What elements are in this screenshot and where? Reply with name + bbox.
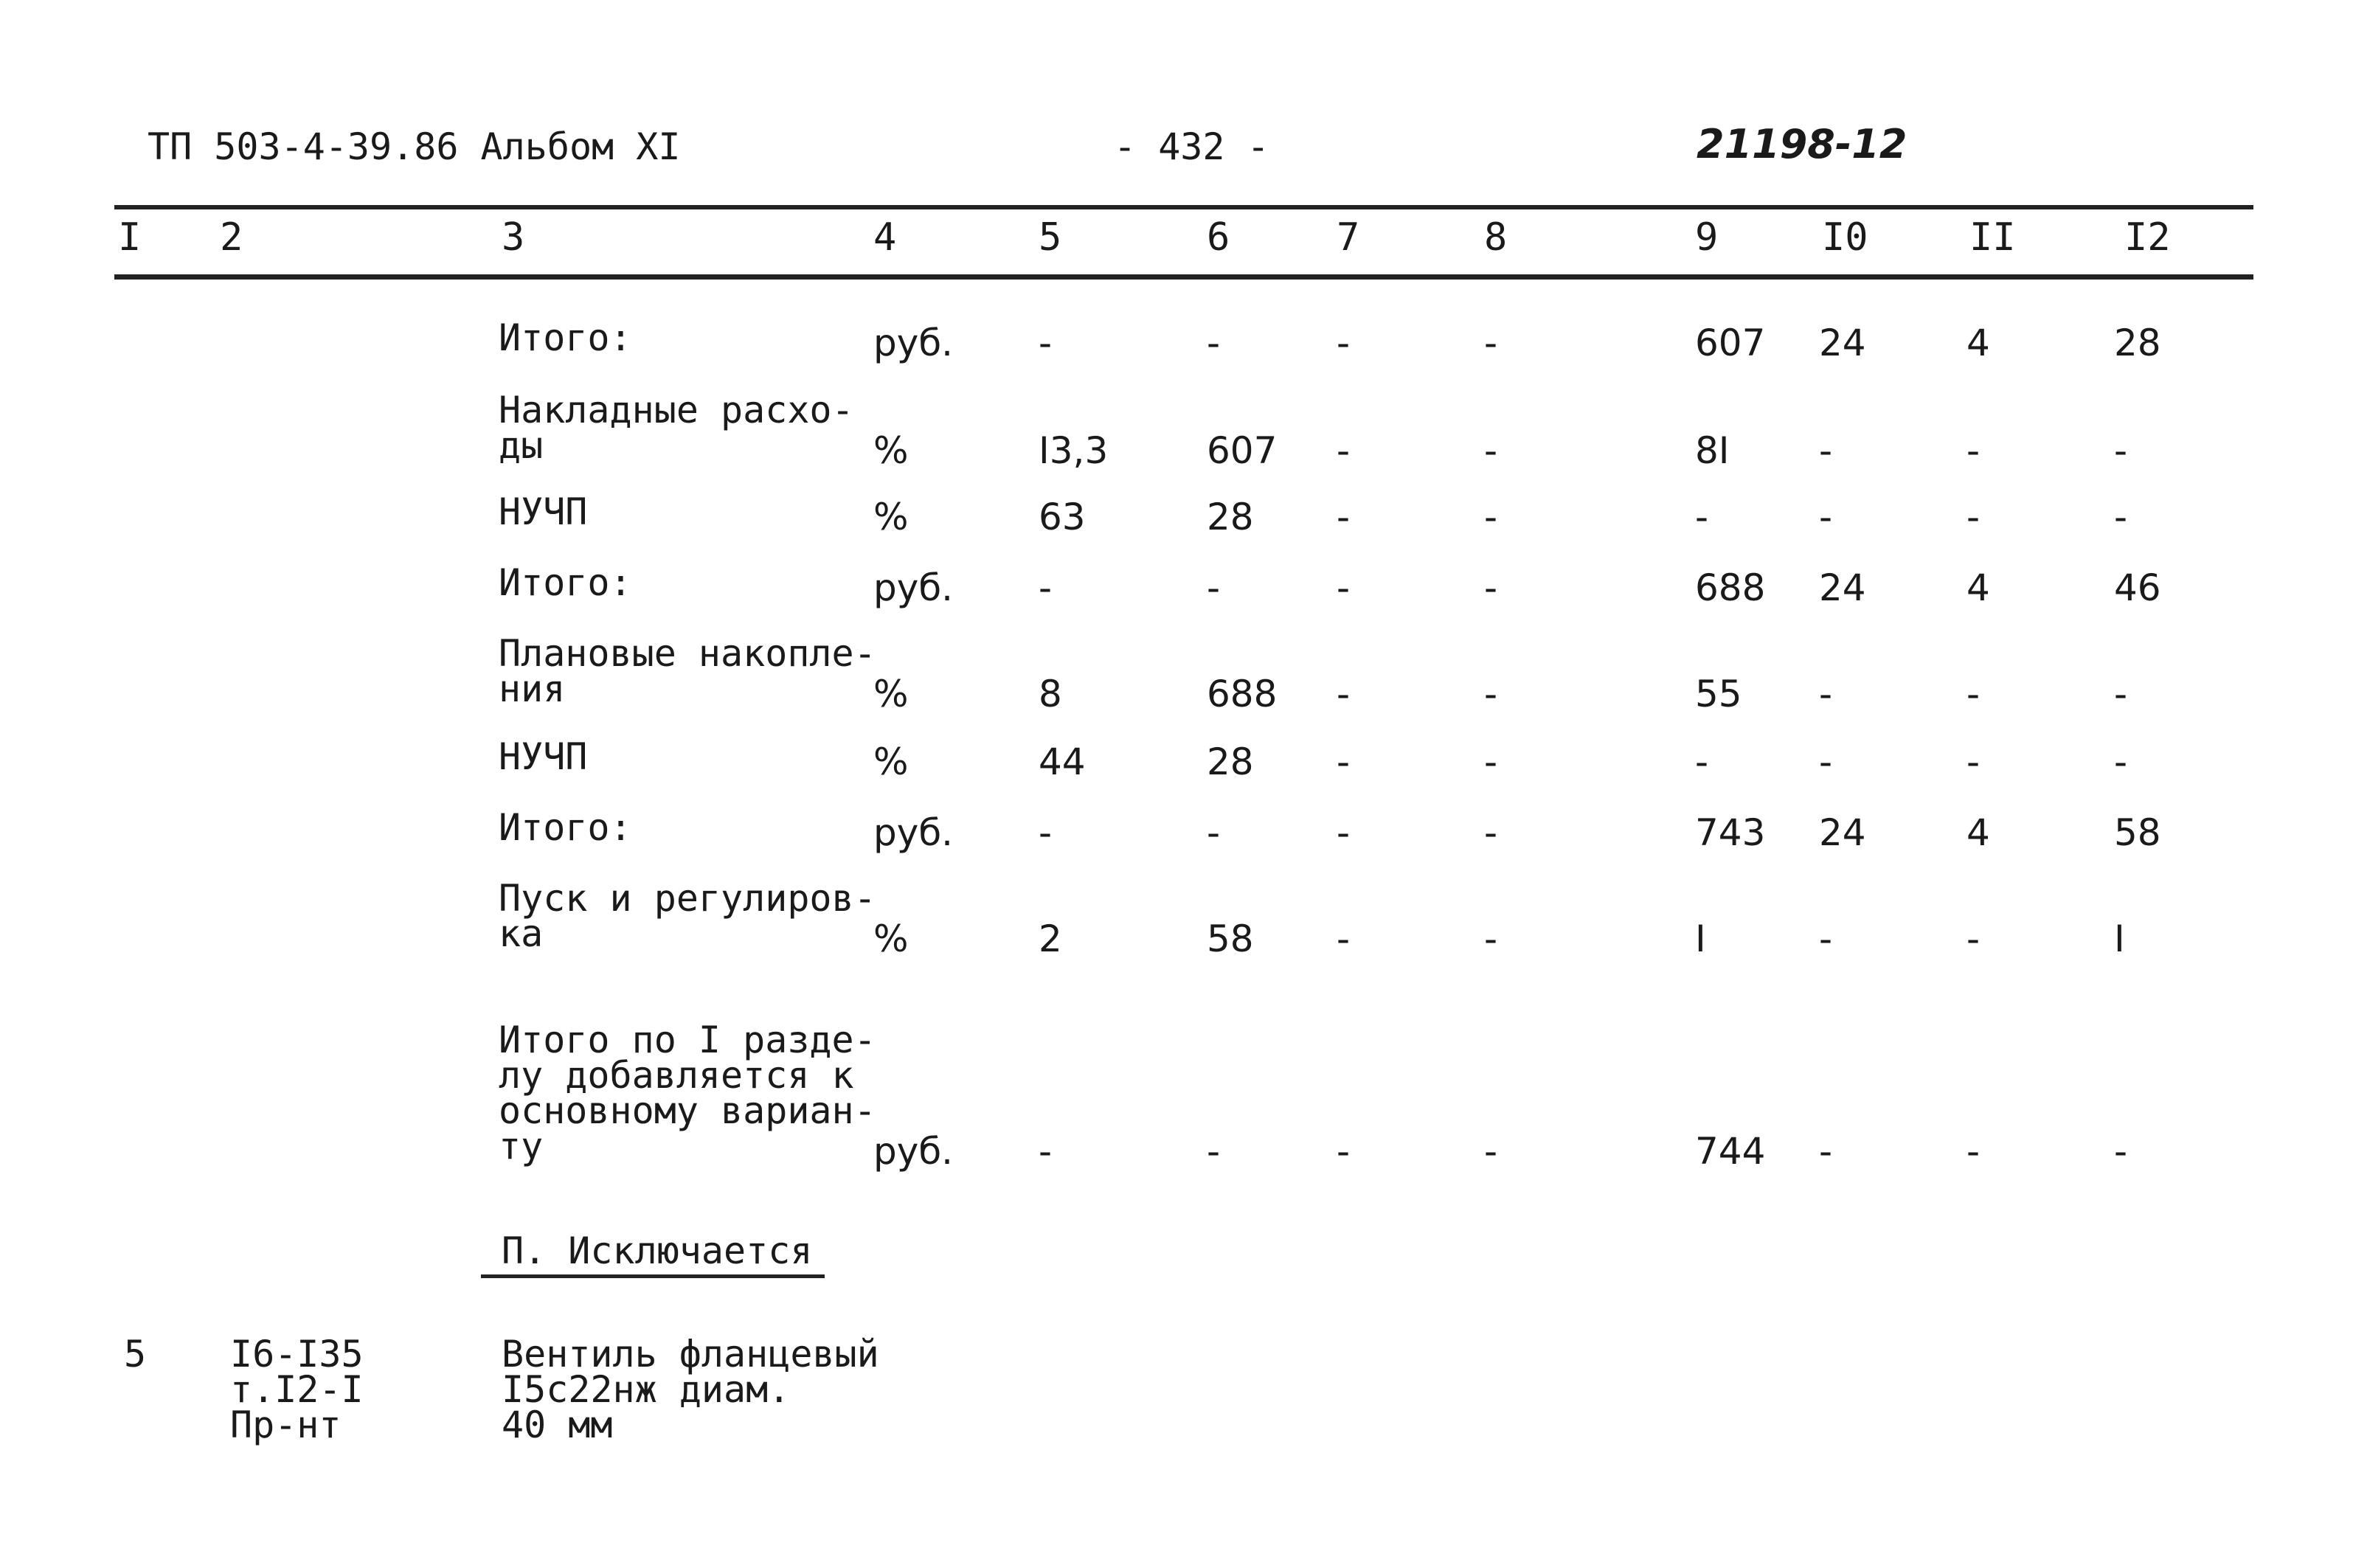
- row-value-c9: 688: [1695, 566, 1766, 609]
- row-value-c10: 24: [1819, 322, 1866, 364]
- row-value-c8: -: [1484, 673, 1498, 715]
- row-value-c5: 63: [1039, 496, 1086, 538]
- row-value-c6: -: [1207, 322, 1221, 364]
- row-value-c10: 24: [1819, 566, 1866, 609]
- row-value-c10: -: [1819, 917, 1833, 960]
- row-label: НУЧП: [499, 735, 588, 778]
- row-value-c9: 8I: [1695, 429, 1730, 472]
- column-number: 5: [1039, 215, 1062, 260]
- row-value-c5: -: [1039, 811, 1053, 854]
- row-label: Итого:: [499, 806, 632, 849]
- section-title-underline: [481, 1274, 825, 1278]
- row-value-c11: -: [1966, 429, 1981, 472]
- top-rule: [114, 205, 2253, 209]
- row-value-c9: I: [1695, 917, 1706, 960]
- row-label: НУЧП: [499, 490, 588, 533]
- column-number: 3: [502, 215, 525, 260]
- column-number: I0: [1822, 215, 1868, 260]
- row-label: Итого:: [499, 316, 632, 359]
- row-value-c6: 28: [1207, 496, 1254, 538]
- column-number: 8: [1484, 215, 1508, 260]
- item-code: I6-I35 т.I2-I Пр-нт: [230, 1333, 364, 1446]
- row-value-c10: -: [1819, 673, 1833, 715]
- row-unit: %: [873, 673, 909, 715]
- row-label: Плановые накопле- ния: [499, 632, 876, 710]
- row-value-c12: I: [2114, 917, 2125, 960]
- row-value-c9: 744: [1695, 1130, 1766, 1173]
- row-value-c7: -: [1337, 322, 1351, 364]
- row-value-c6: 58: [1207, 917, 1254, 960]
- row-unit: %: [873, 496, 909, 538]
- row-value-c8: -: [1484, 566, 1498, 609]
- row-value-c5: -: [1039, 1130, 1053, 1173]
- row-unit: %: [873, 917, 909, 960]
- row-value-c6: -: [1207, 566, 1221, 609]
- row-value-c8: -: [1484, 917, 1498, 960]
- column-number: I: [118, 215, 142, 260]
- row-unit: %: [873, 740, 909, 783]
- row-value-c7: -: [1337, 740, 1351, 783]
- row-value-c11: 4: [1966, 566, 1990, 609]
- row-value-c7: -: [1337, 566, 1351, 609]
- handwritten-code: 21198-12: [1697, 121, 1907, 167]
- row-value-c11: 4: [1966, 322, 1990, 364]
- row-value-c7: -: [1337, 673, 1351, 715]
- row-value-c11: -: [1966, 496, 1981, 538]
- row-value-c6: -: [1207, 1130, 1221, 1173]
- row-value-c12: -: [2114, 429, 2128, 472]
- row-value-c11: -: [1966, 673, 1981, 715]
- row-value-c11: -: [1966, 740, 1981, 783]
- page-number: - 432 -: [1114, 125, 1269, 168]
- row-value-c9: -: [1695, 496, 1709, 538]
- row-value-c11: -: [1966, 1130, 1981, 1173]
- row-value-c11: -: [1966, 917, 1981, 960]
- column-number: II: [1969, 215, 2016, 260]
- row-value-c10: -: [1819, 740, 1833, 783]
- row-unit: руб.: [873, 1130, 954, 1173]
- row-value-c8: -: [1484, 1130, 1498, 1173]
- row-value-c12: -: [2114, 740, 2128, 783]
- row-value-c5: I3,3: [1039, 429, 1109, 472]
- row-value-c8: -: [1484, 429, 1498, 472]
- column-number: 4: [873, 215, 897, 260]
- row-value-c6: 28: [1207, 740, 1254, 783]
- row-value-c6: -: [1207, 811, 1221, 854]
- row-value-c7: -: [1337, 917, 1351, 960]
- row-value-c7: -: [1337, 496, 1351, 538]
- row-value-c10: -: [1819, 496, 1833, 538]
- row-value-c8: -: [1484, 740, 1498, 783]
- header-bottom-rule: [114, 274, 2253, 280]
- row-value-c9: 55: [1695, 673, 1742, 715]
- row-value-c8: -: [1484, 811, 1498, 854]
- row-value-c6: 607: [1207, 429, 1278, 472]
- row-value-c5: -: [1039, 566, 1053, 609]
- row-label: Накладные расхо- ды: [499, 389, 854, 467]
- row-value-c12: 58: [2114, 811, 2161, 854]
- document-code: ТП 503-4-39.86 Альбом XI: [148, 125, 681, 168]
- column-number: 2: [220, 215, 243, 260]
- row-value-c10: 24: [1819, 811, 1866, 854]
- row-value-c10: -: [1819, 1130, 1833, 1173]
- row-value-c7: -: [1337, 811, 1351, 854]
- row-unit: руб.: [873, 566, 954, 609]
- row-value-c10: -: [1819, 429, 1833, 472]
- row-value-c7: -: [1337, 1130, 1351, 1173]
- item-description: Вентиль фланцевый I5с22нж диам. 40 мм: [502, 1333, 879, 1446]
- row-value-c9: 607: [1695, 322, 1766, 364]
- row-label: Итого по I разде- лу добавляется к основному вариан- ту: [499, 1019, 876, 1168]
- row-value-c5: 44: [1039, 740, 1086, 783]
- column-number: 7: [1337, 215, 1360, 260]
- row-value-c9: -: [1695, 740, 1709, 783]
- row-value-c12: -: [2114, 496, 2128, 538]
- row-value-c5: 8: [1039, 673, 1062, 715]
- row-value-c7: -: [1337, 429, 1351, 472]
- section-title: П. Исключается: [502, 1229, 813, 1272]
- row-value-c5: -: [1039, 322, 1053, 364]
- row-label: Пуск и регулиров- ка: [499, 877, 876, 955]
- item-number: 5: [124, 1333, 147, 1376]
- column-number: 9: [1695, 215, 1719, 260]
- column-number: I2: [2124, 215, 2171, 260]
- row-value-c5: 2: [1039, 917, 1062, 960]
- row-value-c6: 688: [1207, 673, 1278, 715]
- row-value-c12: 28: [2114, 322, 2161, 364]
- row-value-c8: -: [1484, 496, 1498, 538]
- row-value-c12: -: [2114, 673, 2128, 715]
- row-unit: %: [873, 429, 909, 472]
- row-value-c12: 46: [2114, 566, 2161, 609]
- row-label: Итого:: [499, 561, 632, 604]
- row-value-c11: 4: [1966, 811, 1990, 854]
- row-unit: руб.: [873, 811, 954, 854]
- column-number: 6: [1207, 215, 1230, 260]
- row-value-c9: 743: [1695, 811, 1766, 854]
- row-unit: руб.: [873, 322, 954, 364]
- row-value-c8: -: [1484, 322, 1498, 364]
- row-value-c12: -: [2114, 1130, 2128, 1173]
